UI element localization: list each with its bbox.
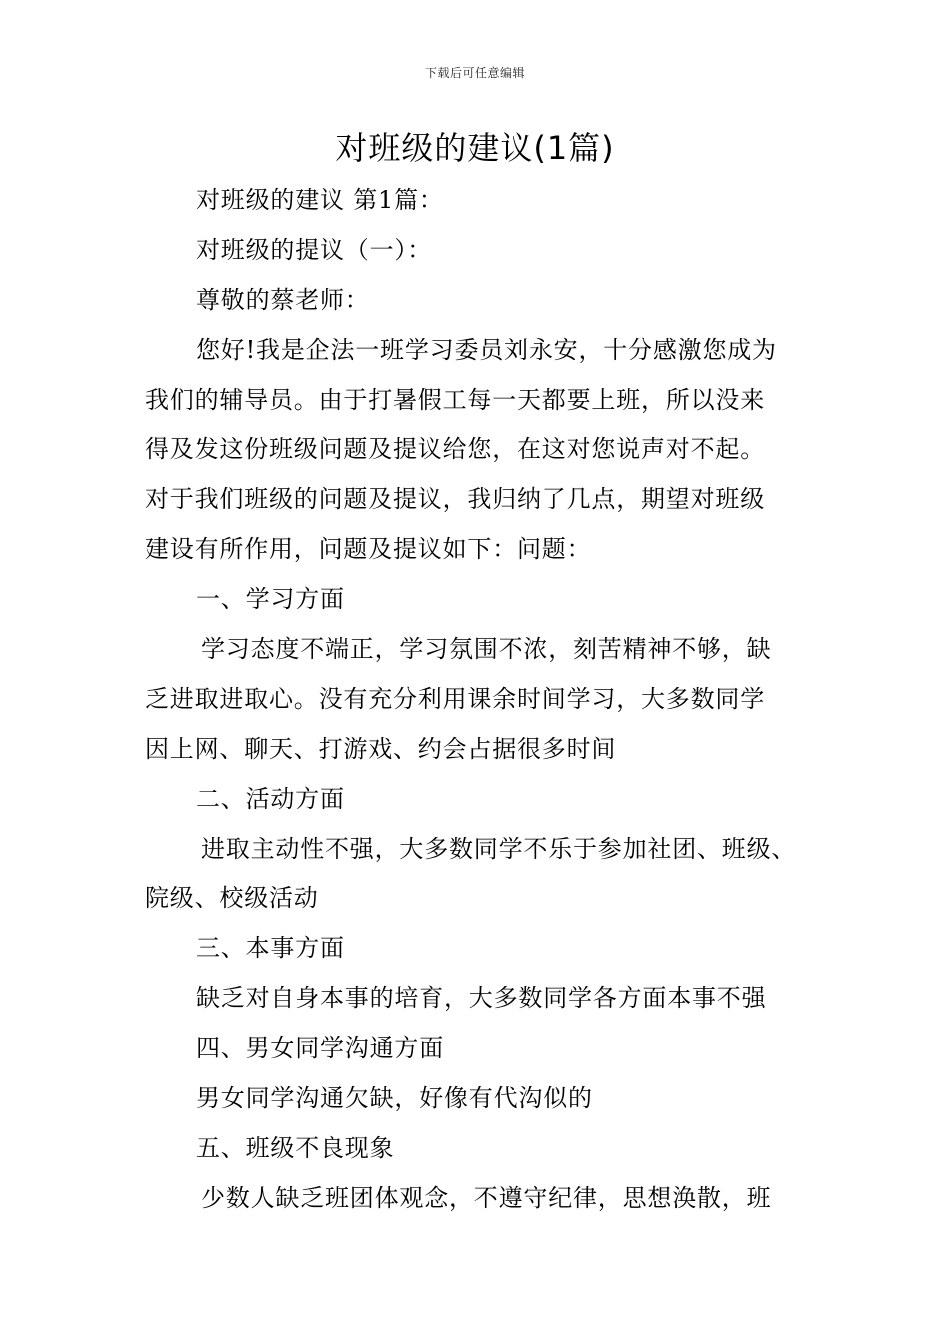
paragraph-line: 进取主动性不强，大多数同学不乐于参加社团、班级、 — [201, 834, 797, 863]
paragraph-line: 乏进取进取心。没有充分利用课余时间学习，大多数同学 — [145, 684, 765, 713]
list-heading: 二、活动方面 — [196, 784, 345, 813]
letter-subtitle: 对班级的提议（一）： — [196, 235, 432, 264]
paragraph-line: 学习态度不端正，学习氛围不浓，刻苦精神不够，缺 — [201, 635, 772, 664]
section-heading: 对班级的建议 第1篇： — [196, 186, 444, 214]
paragraph-line: 得及发这份班级问题及提议给您，在这对您说声对不起。 — [145, 435, 765, 464]
paragraph-line: 建设有所作用，问题及提议如下：问题： — [145, 535, 592, 564]
paragraph-line: 您好!我是企法一班学习委员刘永安，十分感激您成为 — [196, 335, 777, 364]
list-heading: 四、男女同学沟通方面 — [196, 1034, 444, 1063]
document-body — [145, 176, 817, 1224]
paragraph-line: 院级、校级活动 — [145, 884, 319, 913]
document-title: 对班级的建议(1篇) — [335, 129, 615, 167]
paragraph-line: 我们的辅导员。由于打暑假工每一天都要上班，所以没来 — [145, 385, 765, 414]
list-heading: 五、班级不良现象 — [196, 1133, 395, 1162]
salutation: 尊敬的蔡老师： — [196, 285, 370, 314]
list-heading: 一、学习方面 — [196, 585, 345, 614]
paragraph-line: 因上网、聊天、打游戏、约会占据很多时间 — [145, 734, 617, 763]
paragraph-line: 缺乏对自身本事的培育，大多数同学各方面本事不强 — [196, 984, 767, 1013]
paragraph-line: 少数人缺乏班团体观念，不遵守纪律，思想涣散，班 — [201, 1183, 772, 1212]
header-note: 下载后可任意编辑 — [424, 66, 525, 80]
paragraph-line: 对于我们班级的问题及提议，我归纳了几点，期望对班级 — [145, 485, 765, 514]
list-heading: 三、本事方面 — [196, 934, 345, 963]
paragraph-line: 男女同学沟通欠缺，好像有代沟似的 — [196, 1084, 593, 1113]
